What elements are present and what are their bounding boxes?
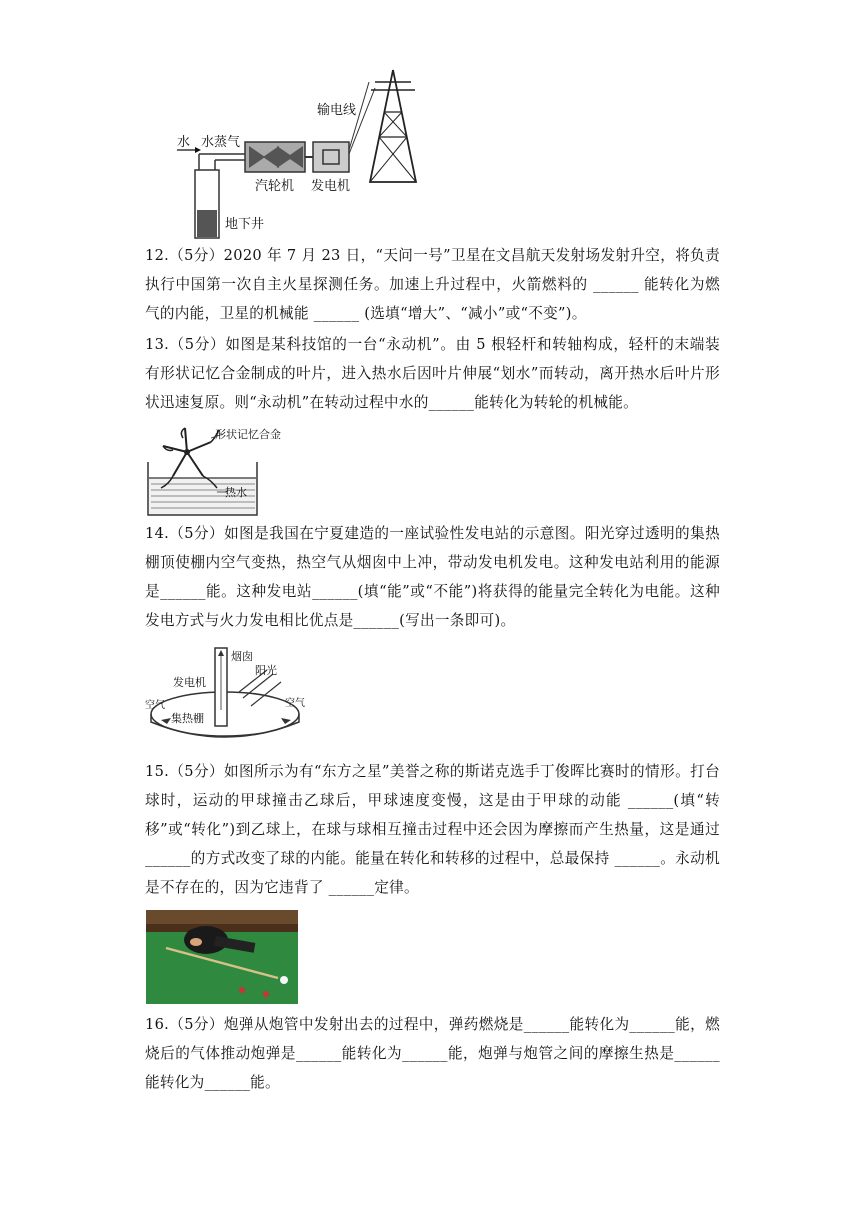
label-generator: 发电机 — [311, 179, 351, 194]
question-14: 14.（5分）如图是我国在宁夏建造的一座试验性发电站的示意图。阳光穿过透明的集热棚顶使棚内空气变热，热空气从烟囱中上冲，带动发电机发电。这种发电站利用的能源是______能。这种发电站______(填“能”或“不能”)将获得的能量完全转化为电能。这种发电方式与火力发电相比优点是______(写出一条即可)。 — [145, 525, 720, 629]
perpetual-motion-diagram — [145, 420, 295, 518]
label-alloy: 形状记忆合金 — [215, 428, 281, 441]
label-generator-tower: 发电机 — [173, 676, 206, 689]
power-plant-figure — [165, 62, 425, 242]
label-water: 水 — [177, 135, 191, 150]
label-steam: 水蒸气 — [201, 135, 241, 150]
question-13: 13.（5分）如图是某科技馆的一台“永动机”。由 5 根轻杆和转轴构成，轻杆的末端装有形状记忆合金制成的叶片，进入热水后因叶片伸展“划水”而转动，离开热水后叶片形状迅速复原。则“永动机”在转动过程中水的______能转化为转轮的机械能。 — [145, 336, 720, 411]
question-15: 15.（5分）如图所示为有“东方之星”美誉之称的斯诺克选手丁俊晖比赛时的情形。打台球时，运动的甲球撞击乙球后，甲球速度变慢，这是由于甲球的动能 ______(填“转移”或“转化”)到乙球上，在球与球相互撞击过程中还会因为摩擦而产生热量，这是通过______的方式改变了球的内能。能量在转化和转移的过程中，总最保持 ______。永动机是不存在的，因为它违背了 ______定律。 — [145, 763, 720, 896]
label-transmission-line: 输电线 — [317, 103, 357, 118]
label-chimney: 烟囱 — [231, 650, 253, 663]
snooker-photo — [146, 910, 298, 1004]
question-16: 16.（5分）炮弹从炮管中发射出去的过程中，弹药燃烧是______能转化为______能，燃烧后的气体推动炮弹是______能转化为______能，炮弹与炮管之间的摩擦生热是______能转化为______能。 — [145, 1016, 720, 1091]
power-plant-diagram — [165, 62, 425, 242]
perpetual-motion-figure — [145, 420, 295, 518]
label-collector: 集热棚 — [171, 712, 204, 725]
solar-tower-diagram — [143, 640, 313, 750]
label-hot-water: 热水 — [225, 486, 247, 499]
label-air-left: 空气 — [145, 700, 165, 711]
label-sunlight: 阳光 — [255, 664, 277, 677]
label-turbine: 汽轮机 — [255, 179, 295, 194]
label-underground-well: 地下井 — [225, 217, 265, 232]
snooker-image — [146, 910, 298, 1004]
question-12: 12.（5分）2020 年 7 月 23 日，“天问一号”卫星在文昌航天发射场发射升空，将负责执行中国第一次自主火星探测任务。加速上升过程中，火箭燃料的 ______ 能转化为燃气的内能，卫星的机械能 ______ (选填“增大”、“减小”或“不变”)。 — [145, 247, 720, 322]
label-air-right: 空气 — [285, 698, 305, 709]
solar-tower-figure — [143, 640, 313, 750]
